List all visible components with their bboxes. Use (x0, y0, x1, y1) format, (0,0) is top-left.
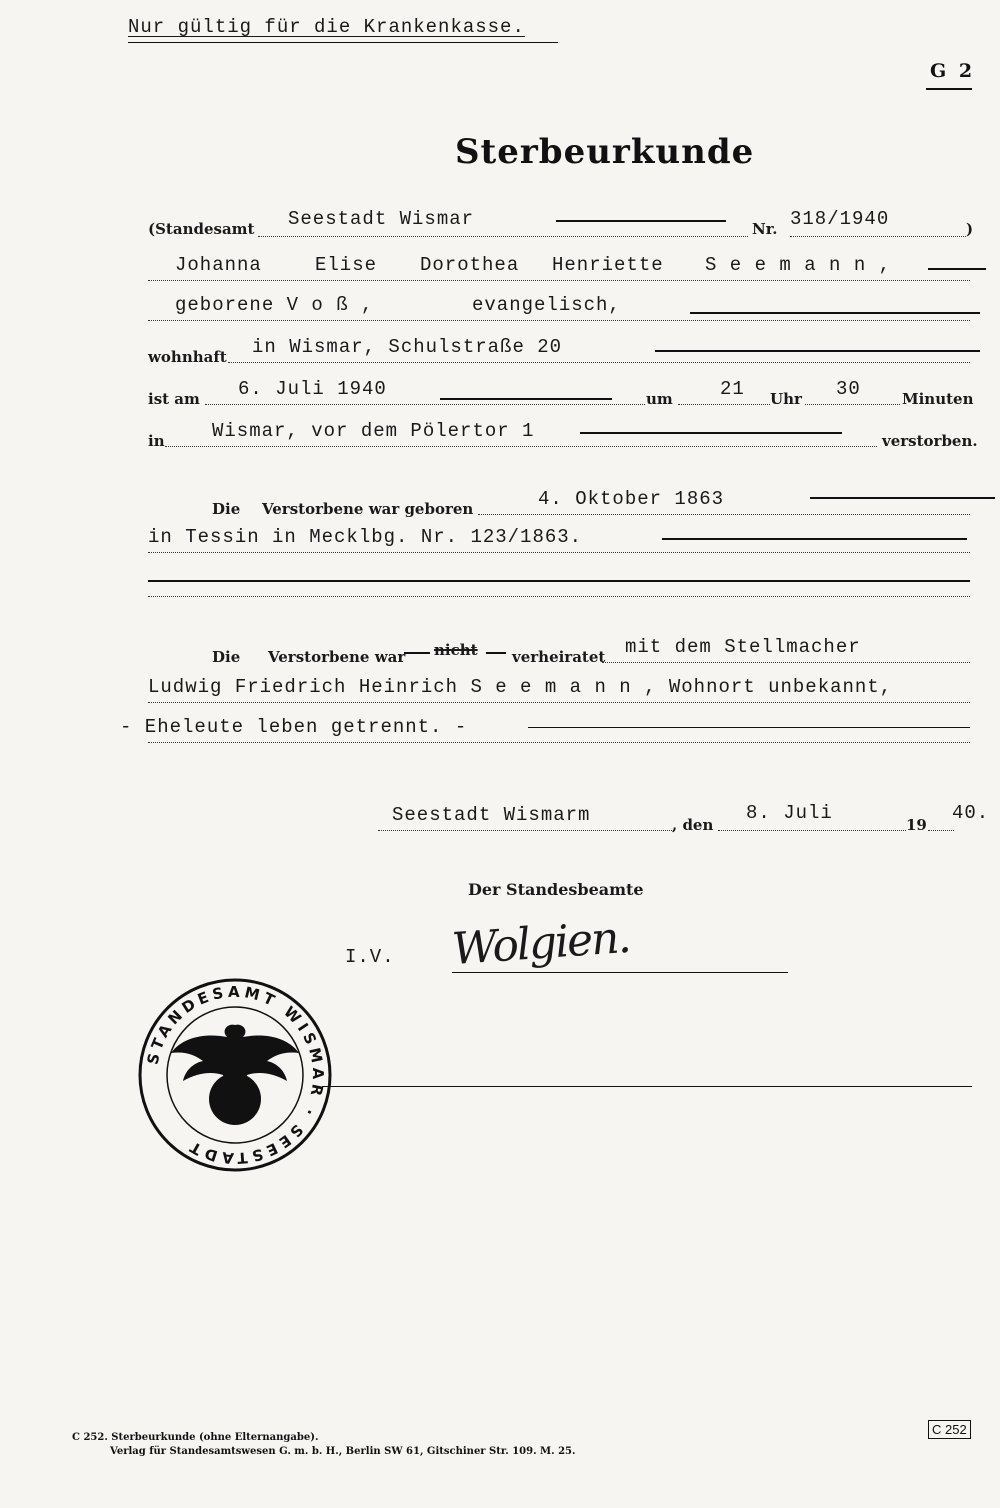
minute-dotline (805, 404, 900, 405)
residence-dash (655, 350, 980, 352)
issue-day-month: 8. Juli (746, 802, 833, 824)
birth-date: 4. Oktober 1863 (538, 488, 725, 510)
name-dash (928, 268, 986, 270)
hour-dotline (678, 404, 770, 405)
nr-dotline (790, 236, 966, 237)
given-name-1: Johanna (175, 254, 262, 276)
spouse-line: Ludwig Friedrich Heinrich S e e m a n n , Wohnort unbekannt, (148, 676, 893, 698)
form-code-underline (926, 88, 972, 90)
death-place-dotline (165, 446, 877, 447)
death-date-label: ist am (148, 390, 200, 408)
marriage-dash-2 (486, 652, 506, 654)
note-dash (528, 727, 970, 728)
bottom-line (322, 1086, 972, 1087)
birth-place-dotline (148, 552, 970, 553)
registry-dash (556, 220, 726, 222)
death-place: Wismar, vor dem Pölertor 1 (212, 420, 535, 442)
issue-date-dotline (718, 830, 906, 831)
birth-blank-dotline (148, 596, 970, 597)
religion: evangelisch, (472, 294, 621, 316)
death-minute: 30 (836, 378, 861, 400)
footer-line-1: C 252. Sterbeurkunde (ohne Elternangabe). (72, 1432, 319, 1443)
minuten-label: Minuten (902, 390, 974, 408)
marriage-prefix: Die (212, 648, 241, 666)
official-stamp-icon (135, 975, 335, 1175)
birthname-dash (690, 312, 980, 314)
stamp-text: STANDESAMT WISMAR · SEESTADT (143, 982, 328, 1168)
top-note: Nur gültig für die Krankenkasse. (128, 16, 525, 38)
note-dotline (148, 742, 970, 743)
birth-blank-line (148, 580, 970, 582)
nr-label: Nr. (752, 220, 778, 238)
footer-line-2: Verlag für Standesamtswesen G. m. b. H., Berlin SW 61, Gitschiner Str. 109. M. 25. (110, 1446, 576, 1457)
spouse-intro: mit dem Stellmacher (625, 636, 861, 658)
verstorben-label: verstorben. (882, 432, 978, 450)
den-label: , den (672, 816, 714, 834)
surname: S e e m a n n , (705, 254, 892, 276)
note-line: - Eheleute leben getrennt. - (120, 716, 468, 738)
spouse-dotline (148, 702, 970, 703)
death-date-dash (440, 398, 612, 400)
issue-year-suffix: 40. (952, 802, 990, 824)
registry-dotline (258, 236, 748, 237)
uhr-label: Uhr (770, 390, 802, 408)
residence-label: wohnhaft (148, 348, 227, 366)
residence-value: in Wismar, Schulstraße 20 (252, 336, 563, 358)
given-name-2: Elise (315, 254, 378, 276)
issue-year-prefix: 19 (906, 816, 927, 834)
issue-place-dotline (378, 830, 674, 831)
issue-place: Seestadt Wismarm (392, 804, 591, 826)
top-note-underline (128, 42, 558, 43)
death-place-dash (580, 432, 842, 434)
marriage-label: Verstorbene war (268, 648, 406, 666)
page-title: Sterbeurkunde (455, 132, 755, 172)
marriage-dash-1 (404, 652, 430, 654)
death-date: 6. Juli 1940 (238, 378, 387, 400)
married-label: verheiratet (512, 648, 606, 666)
form-code: G 2 (930, 60, 976, 82)
birthname-dotline (148, 320, 970, 321)
year-dotline (928, 830, 954, 831)
given-name-4: Henriette (552, 254, 664, 276)
signature-handwriting: Wolgien. (450, 911, 631, 976)
iv-label: I.V. (345, 946, 395, 968)
birth-date-dash (810, 497, 995, 499)
name-dotline (148, 280, 970, 281)
residence-dotline (228, 362, 970, 363)
signature-line (452, 972, 788, 973)
death-date-dotline (205, 404, 645, 405)
um-label: um (646, 390, 673, 408)
nr-value: 318/1940 (790, 208, 890, 230)
registry-close: ) (966, 220, 974, 238)
marriage-crossed: nicht (434, 641, 478, 659)
birth-date-dotline (478, 514, 970, 515)
death-place-label: in (148, 432, 165, 450)
given-name-3: Dorothea (420, 254, 520, 276)
spouse-intro-dotline (602, 662, 970, 663)
birth-name: geborene V o ß , (175, 294, 374, 316)
footer-code-box: C 252 (928, 1420, 971, 1439)
registry-office: Seestadt Wismar (288, 208, 475, 230)
registrar-title: Der Standesbeamte (468, 880, 644, 899)
birth-label: Verstorbene war geboren (262, 500, 474, 518)
birth-prefix: Die (212, 500, 241, 518)
birth-place-dash (662, 538, 967, 540)
registry-label: (Standesamt (148, 220, 255, 238)
birth-place: in Tessin in Mecklbg. Nr. 123/1863. (148, 526, 583, 548)
death-hour: 21 (720, 378, 745, 400)
